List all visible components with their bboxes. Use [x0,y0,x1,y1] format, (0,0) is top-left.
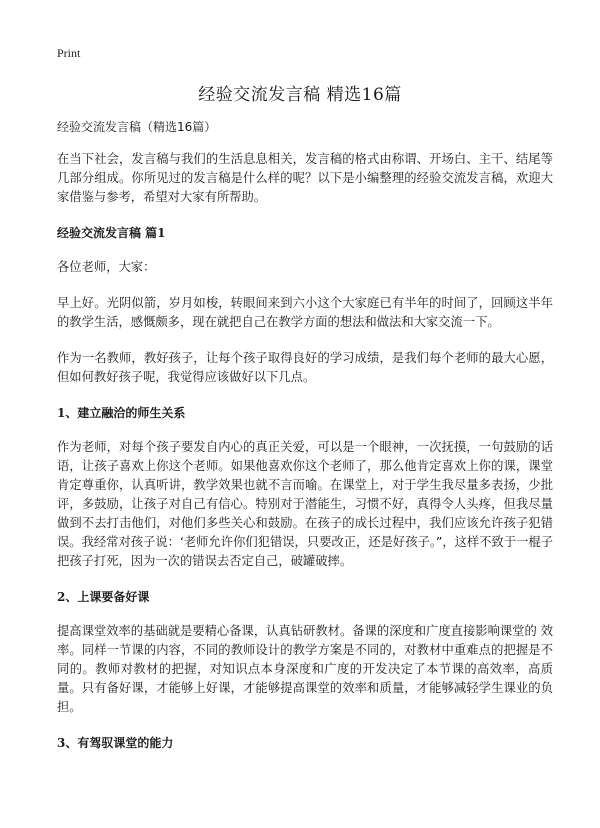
paragraph-2: 作为一名教师，教好孩子，让每个孩子取得良好的学习成绩，是我们每个老师的最大心愿，但如何教好孩子呢，我觉得应该做好以下几点。 [57,351,553,384]
greeting: 各位老师，大家： [57,260,156,274]
paragraph-3: 作为老师，对每个孩子要发自内心的真正关爱，可以是一个眼神，一次抚摸，一句鼓励的话语，让孩子喜欢上你这个老师。如果他喜欢你这个老师了，那么他肯定喜欢上你的课，课堂肯定尊重你，认真听讲，教学效果也就不言而喻。在课堂上，对于学生我尽量多表扬，少批评，多鼓励，让孩子对自己有信心。特别对于潜能生，习惯不好，真得令人头疼，但我尽量做到不去打击他们，对他们多些关心和鼓励。在孩子的成长过程中，我们应该允许孩子犯错误。我经常对孩子说：‘老师允许你们犯错误，只要改正，还是好孩子。”，这样不致于一棍子把孩子打死，因为一次的错误去否定自己，破罐破摔。 [57,440,554,568]
heading-3: 3、有驾驭课堂的能力 [57,736,174,750]
heading-2: 2、上课要备好课 [57,590,150,604]
document-subtitle: 经验交流发言稿（精选16篇） [57,120,217,134]
print-label[interactable]: Print [57,46,81,60]
section-title: 经验交流发言稿 篇1 [57,226,166,240]
intro-paragraph: 在当下社会，发言稿与我们的生活息息相关，发言稿的格式由称谓、开场白、主干、结尾等几部分组成。你所见过的发言稿是什么样的呢？以下是小编整理的经验交流发言稿，欢迎大家借鉴与参考，希望对大家有所帮助。 [57,152,553,204]
paragraph-4: 提高课堂效率的基础就是要精心备课，认真钻研教材。备课的深度和广度直接影响课堂的 效率。同样一节课的内容，不同的教师设计的教学方案是不同的，对教材中重难点的把握是不同的。教师对教材的把握，对知识点本身深度和广度的开发决定了本节课的高效率，高质量。只有备好课，才能够上好课，才能够提高课堂的效率和质量，才能够减轻学生课业的负担。 [57,624,553,714]
document-body [57,118,553,768]
paragraph-1: 早上好。光阴似箭，岁月如梭，转眼间来到六小这个大家庭已有半年的时间了，回顾这半年的教学生活，感慨颇多，现在就把自己在教学方面的想法和做法和大家交流一下。 [57,296,553,329]
document-title: 经验交流发言稿 精选16篇 [198,85,402,105]
heading-1: 1、建立融洽的师生关系 [57,406,186,420]
